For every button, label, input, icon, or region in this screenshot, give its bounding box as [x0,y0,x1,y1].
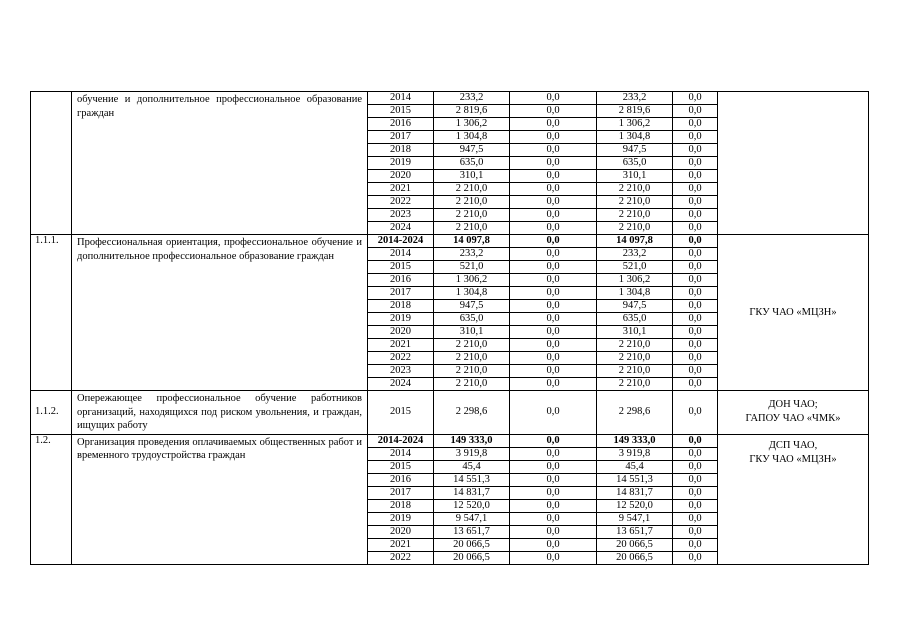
funding-col1-cell: 0,0 [510,196,597,209]
total-cell: 13 651,7 [434,525,510,538]
item-description-cell: Опережающее профессиональное обучение работников организаций, находящихся под риском увольнения, и граждан, ищущих работу [72,391,368,435]
year-cell: 2015 [368,105,434,118]
year-cell: 2015 [368,391,434,435]
total-cell: 947,5 [434,144,510,157]
item-description-cell: Организация проведения оплачиваемых общественных работ и временного трудоустройства граждан [72,434,368,564]
funding-col1-cell: 0,0 [510,339,597,352]
funding-col3-cell: 0,0 [673,170,718,183]
year-cell: 2017 [368,287,434,300]
funding-col2-cell: 9 547,1 [597,512,673,525]
year-cell: 2015 [368,261,434,274]
funding-col1-cell: 0,0 [510,274,597,287]
funding-col2-cell: 2 210,0 [597,196,673,209]
year-cell: 2018 [368,300,434,313]
funding-col2-cell: 2 210,0 [597,183,673,196]
funding-col2-cell: 2 210,0 [597,378,673,391]
table-body [31,92,869,565]
responsible-executor-cell: ГКУ ЧАО «МЦЗН» [718,235,869,391]
table-row [31,434,869,447]
funding-col2-cell: 14 551,3 [597,473,673,486]
funding-col2-cell: 521,0 [597,261,673,274]
total-cell: 310,1 [434,170,510,183]
funding-col3-cell: 0,0 [673,144,718,157]
funding-col3-cell: 0,0 [673,300,718,313]
funding-col1-cell: 0,0 [510,92,597,105]
funding-col3-cell: 0,0 [673,222,718,235]
funding-col3-cell: 0,0 [673,339,718,352]
funding-col2-cell: 13 651,7 [597,525,673,538]
year-cell: 2014 [368,248,434,261]
funding-col3-cell: 0,0 [673,434,718,447]
total-cell: 20 066,5 [434,538,510,551]
year-cell: 2020 [368,326,434,339]
funding-col3-cell: 0,0 [673,118,718,131]
year-cell: 2018 [368,499,434,512]
year-cell: 2021 [368,183,434,196]
funding-col2-cell: 310,1 [597,170,673,183]
year-cell: 2024 [368,222,434,235]
funding-col1-cell: 0,0 [510,512,597,525]
total-cell: 521,0 [434,261,510,274]
total-cell: 2 210,0 [434,352,510,365]
total-cell: 14 097,8 [434,235,510,248]
year-cell: 2018 [368,144,434,157]
total-cell: 12 520,0 [434,499,510,512]
funding-col3-cell: 0,0 [673,92,718,105]
funding-col3-cell: 0,0 [673,274,718,287]
total-cell: 14 831,7 [434,486,510,499]
funding-col2-cell: 2 210,0 [597,339,673,352]
total-cell: 20 066,5 [434,551,510,564]
funding-col3-cell: 0,0 [673,287,718,300]
item-description-cell: Профессиональная ориентация, профессиональное обучение и дополнительное профессиональное образование граждан [72,235,368,391]
funding-col3-cell: 0,0 [673,157,718,170]
funding-col3-cell: 0,0 [673,391,718,435]
funding-col1-cell: 0,0 [510,118,597,131]
funding-col3-cell: 0,0 [673,313,718,326]
total-cell: 2 210,0 [434,183,510,196]
funding-col1-cell: 0,0 [510,313,597,326]
funding-col1-cell: 0,0 [510,391,597,435]
total-cell: 2 210,0 [434,365,510,378]
year-cell: 2020 [368,170,434,183]
total-cell: 149 333,0 [434,434,510,447]
funding-col2-cell: 149 333,0 [597,434,673,447]
funding-col1-cell: 0,0 [510,525,597,538]
funding-col3-cell: 0,0 [673,447,718,460]
funding-col2-cell: 1 304,8 [597,131,673,144]
funding-col2-cell: 20 066,5 [597,538,673,551]
total-cell: 45,4 [434,460,510,473]
funding-col1-cell: 0,0 [510,486,597,499]
funding-col3-cell: 0,0 [673,378,718,391]
total-cell: 2 210,0 [434,209,510,222]
year-cell: 2014-2024 [368,235,434,248]
year-cell: 2016 [368,274,434,287]
item-number-cell: 1.1.2. [31,391,72,435]
funding-col1-cell: 0,0 [510,378,597,391]
total-cell: 1 304,8 [434,287,510,300]
funding-col2-cell: 2 210,0 [597,352,673,365]
total-cell: 233,2 [434,248,510,261]
item-number-cell: 1.1.1. [31,235,72,391]
funding-col3-cell: 0,0 [673,486,718,499]
year-cell: 2024 [368,378,434,391]
funding-col1-cell: 0,0 [510,365,597,378]
year-cell: 2020 [368,525,434,538]
funding-col1-cell: 0,0 [510,248,597,261]
funding-col2-cell: 947,5 [597,144,673,157]
funding-col2-cell: 2 210,0 [597,365,673,378]
funding-col1-cell: 0,0 [510,538,597,551]
table-row [31,235,869,248]
funding-col2-cell: 2 210,0 [597,209,673,222]
funding-col1-cell: 0,0 [510,300,597,313]
total-cell: 1 306,2 [434,118,510,131]
year-cell: 2014 [368,92,434,105]
funding-col2-cell: 45,4 [597,460,673,473]
funding-col3-cell: 0,0 [673,352,718,365]
funding-col1-cell: 0,0 [510,105,597,118]
year-cell: 2022 [368,551,434,564]
funding-col1-cell: 0,0 [510,144,597,157]
total-cell: 635,0 [434,313,510,326]
funding-col3-cell: 0,0 [673,460,718,473]
funding-col1-cell: 0,0 [510,447,597,460]
funding-col2-cell: 14 831,7 [597,486,673,499]
funding-col1-cell: 0,0 [510,352,597,365]
funding-col3-cell: 0,0 [673,183,718,196]
funding-col2-cell: 635,0 [597,313,673,326]
funding-col3-cell: 0,0 [673,261,718,274]
item-number-cell: 1.2. [31,434,72,564]
funding-col1-cell: 0,0 [510,131,597,144]
funding-col1-cell: 0,0 [510,183,597,196]
funding-col3-cell: 0,0 [673,365,718,378]
funding-col3-cell: 0,0 [673,209,718,222]
year-cell: 2016 [368,473,434,486]
total-cell: 2 210,0 [434,378,510,391]
funding-col3-cell: 0,0 [673,473,718,486]
year-cell: 2019 [368,157,434,170]
year-cell: 2022 [368,196,434,209]
funding-col2-cell: 1 304,8 [597,287,673,300]
funding-col1-cell: 0,0 [510,326,597,339]
total-cell: 947,5 [434,300,510,313]
item-number-cell [31,92,72,235]
funding-col3-cell: 0,0 [673,196,718,209]
funding-col2-cell: 2 210,0 [597,222,673,235]
funding-col1-cell: 0,0 [510,499,597,512]
funding-col1-cell: 0,0 [510,209,597,222]
total-cell: 233,2 [434,92,510,105]
funding-col1-cell: 0,0 [510,287,597,300]
funding-col2-cell: 2 298,6 [597,391,673,435]
funding-col1-cell: 0,0 [510,222,597,235]
total-cell: 635,0 [434,157,510,170]
year-cell: 2019 [368,512,434,525]
year-cell: 2022 [368,352,434,365]
funding-col3-cell: 0,0 [673,248,718,261]
funding-col1-cell: 0,0 [510,170,597,183]
funding-col3-cell: 0,0 [673,538,718,551]
year-cell: 2023 [368,365,434,378]
total-cell: 2 210,0 [434,196,510,209]
funding-col1-cell: 0,0 [510,473,597,486]
funding-col2-cell: 1 306,2 [597,118,673,131]
funding-col2-cell: 1 306,2 [597,274,673,287]
year-cell: 2014-2024 [368,434,434,447]
total-cell: 2 298,6 [434,391,510,435]
funding-col2-cell: 20 066,5 [597,551,673,564]
funding-col2-cell: 3 919,8 [597,447,673,460]
item-description-cell: обучение и дополнительное профессиональное образование граждан [72,92,368,235]
funding-col2-cell: 233,2 [597,248,673,261]
total-cell: 1 306,2 [434,274,510,287]
funding-col1-cell: 0,0 [510,460,597,473]
funding-col3-cell: 0,0 [673,551,718,564]
year-cell: 2021 [368,538,434,551]
year-cell: 2017 [368,131,434,144]
responsible-executor-cell: ДСП ЧАО, ГКУ ЧАО «МЦЗН» [718,434,869,564]
funding-col1-cell: 0,0 [510,261,597,274]
total-cell: 9 547,1 [434,512,510,525]
funding-col1-cell: 0,0 [510,551,597,564]
funding-col3-cell: 0,0 [673,512,718,525]
total-cell: 2 210,0 [434,339,510,352]
funding-col2-cell: 12 520,0 [597,499,673,512]
total-cell: 310,1 [434,326,510,339]
funding-col2-cell: 14 097,8 [597,235,673,248]
funding-col3-cell: 0,0 [673,525,718,538]
responsible-executor-cell [718,92,869,235]
total-cell: 3 919,8 [434,447,510,460]
funding-col1-cell: 0,0 [510,235,597,248]
table-row [31,391,869,435]
program-funding-table [30,91,869,565]
funding-col3-cell: 0,0 [673,499,718,512]
funding-col2-cell: 2 819,6 [597,105,673,118]
total-cell: 2 210,0 [434,222,510,235]
year-cell: 2014 [368,447,434,460]
year-cell: 2015 [368,460,434,473]
funding-col3-cell: 0,0 [673,326,718,339]
year-cell: 2016 [368,118,434,131]
responsible-executor-cell: ДОН ЧАО; ГАПОУ ЧАО «ЧМК» [718,391,869,435]
funding-col1-cell: 0,0 [510,157,597,170]
total-cell: 14 551,3 [434,473,510,486]
funding-col1-cell: 0,0 [510,434,597,447]
total-cell: 2 819,6 [434,105,510,118]
year-cell: 2019 [368,313,434,326]
table-row [31,92,869,105]
funding-col2-cell: 635,0 [597,157,673,170]
funding-col2-cell: 947,5 [597,300,673,313]
funding-col2-cell: 233,2 [597,92,673,105]
funding-col2-cell: 310,1 [597,326,673,339]
funding-col3-cell: 0,0 [673,235,718,248]
year-cell: 2017 [368,486,434,499]
year-cell: 2021 [368,339,434,352]
funding-col3-cell: 0,0 [673,105,718,118]
year-cell: 2023 [368,209,434,222]
total-cell: 1 304,8 [434,131,510,144]
funding-col3-cell: 0,0 [673,131,718,144]
